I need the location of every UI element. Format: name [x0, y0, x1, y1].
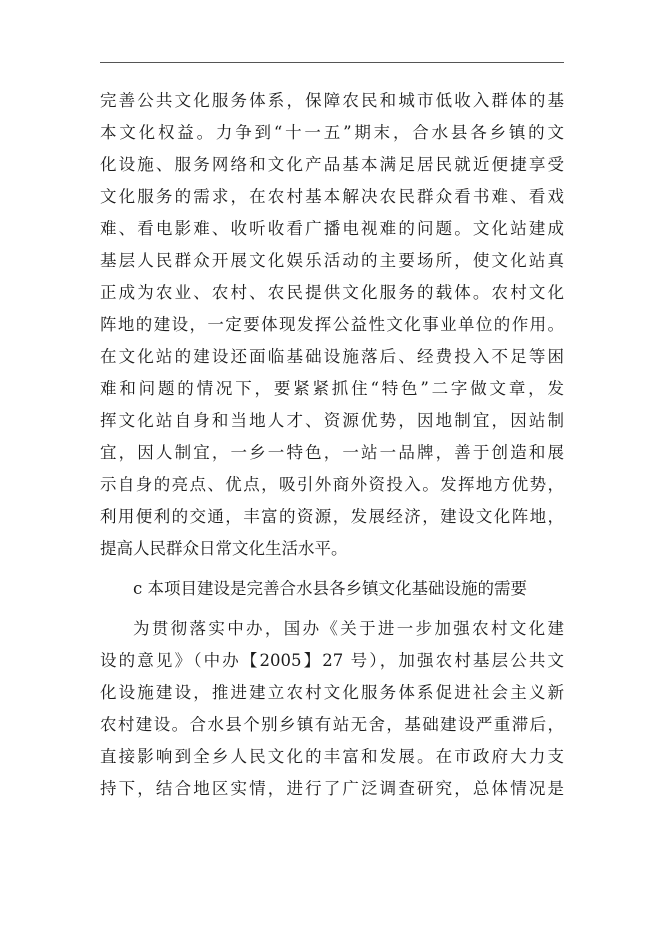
paragraph-2	[100, 613, 564, 805]
document-body	[100, 85, 564, 805]
text-line: 在文化站的建设还面临基础设施落后、经费投入不足等困	[100, 347, 564, 366]
text-line: 挥文化站自身和当地人才、资源优势，因地制宜，因站制	[100, 411, 564, 430]
text-line: 提高人民群众日常文化生活水平。	[100, 539, 348, 558]
text-line: 为贯彻落实中办，国办《关于进一步加强农村文化建	[133, 619, 564, 638]
text-line: 文化服务的需求，在农村基本解决农民群众看书难、看戏	[100, 187, 564, 206]
text-line: 阵地的建设，一定要体现发挥公益性文化事业单位的作用。	[100, 315, 564, 334]
text-line: 示自身的亮点、优点，吸引外商外资投入。发挥地方优势，	[100, 475, 564, 494]
text-line: 利用便利的交通，丰富的资源，发展经济，建设文化阵地，	[100, 507, 564, 526]
section-heading: c 本项目建设是完善合水县各乡镇文化基础设施的需要	[133, 579, 527, 598]
text-line: 本文化权益。力争到“十一五”期末，合水县各乡镇的文	[100, 123, 564, 142]
text-line: 完善公共文化服务体系，保障农民和城市低收入群体的基	[100, 91, 564, 110]
text-line: 难和问题的情况下，要紧紧抓住“特色”二字做文章，发	[100, 379, 564, 398]
paragraph-spacer	[100, 565, 564, 573]
text-line: 正成为农业、农村、农民提供文化服务的载体。农村文化	[100, 283, 564, 302]
paragraph-spacer	[100, 605, 564, 613]
paragraph-1	[100, 85, 564, 565]
text-line: 化设施、服务网络和文化产品基本满足居民就近便捷享受	[100, 155, 564, 174]
text-line: 宜，因人制宜，一乡一特色，一站一品牌，善于创造和展	[100, 443, 564, 462]
text-line: 化设施建设，推进建立农村文化服务体系促进社会主义新	[100, 683, 564, 702]
header-rule	[100, 62, 564, 63]
text-line: 基层人民群众开展文化娱乐活动的主要场所，使文化站真	[100, 251, 564, 270]
text-line: 直接影响到全乡人民文化的丰富和发展。在市政府大力支	[100, 747, 564, 766]
text-line: 农村建设。合水县个别乡镇有站无舍，基础建设严重滞后，	[100, 715, 564, 734]
text-line: 持下，结合地区实情，进行了广泛调查研究，总体情况是	[100, 779, 564, 798]
text-line: 设的意见》（中办【2005】27 号），加强农村基层公共文	[100, 651, 564, 670]
text-line: 难、看电影难、收听收看广播电视难的问题。文化站建成	[100, 219, 564, 238]
